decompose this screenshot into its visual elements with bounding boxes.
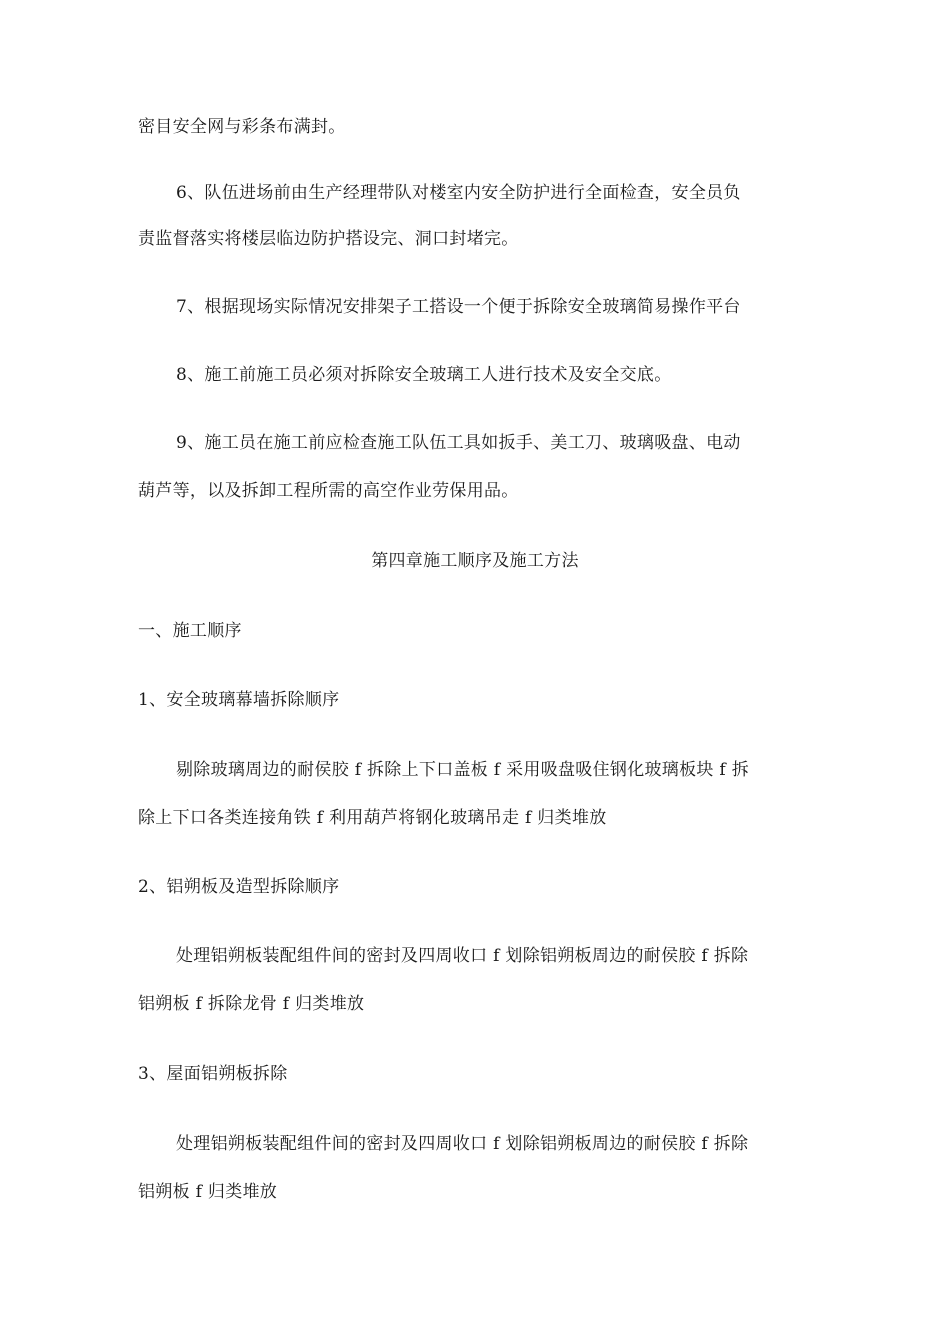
paragraph-item-8: 8、施工前施工员必须对拆除安全玻璃工人进行技术及安全交底。 (176, 365, 672, 385)
chapter-heading: 第四章施工顺序及施工方法 (371, 551, 579, 571)
subsection-heading-3: 3、屋面铝朔板拆除 (138, 1064, 288, 1084)
sequence-1-line-1: 剔除玻璃周边的耐侯胶 f 拆除上下口盖板 f 采用吸盘吸住钢化玻璃板块 f 拆 (176, 760, 749, 780)
paragraph-item-6-line-1: 6、队伍进场前由生产经理带队对楼室内安全防护进行全面检查，安全员负 (176, 183, 741, 203)
paragraph-item-6-line-2: 责监督落实将楼层临边防护搭设完、洞口封堵完。 (138, 229, 519, 249)
subsection-heading-2: 2、铝朔板及造型拆除顺序 (138, 877, 340, 897)
sequence-3-line-2: 铝朔板 f 归类堆放 (138, 1182, 278, 1202)
sequence-3-line-1: 处理铝朔板装配组件间的密封及四周收口 f 划除铝朔板周边的耐侯胶 f 拆除 (176, 1134, 749, 1154)
paragraph-item-9-line-1: 9、施工员在施工前应检查施工队伍工具如扳手、美工刀、玻璃吸盘、电动 (176, 433, 741, 453)
sequence-2-line-1: 处理铝朔板装配组件间的密封及四周收口 f 划除铝朔板周边的耐侯胶 f 拆除 (176, 946, 749, 966)
sequence-2-line-2: 铝朔板 f 拆除龙骨 f 归类堆放 (138, 994, 365, 1014)
paragraph-item-7: 7、根据现场实际情况安排架子工搭设一个便于拆除安全玻璃简易操作平台 (176, 297, 741, 317)
text-line: 密目安全网与彩条布满封。 (138, 117, 346, 137)
paragraph-item-9-line-2: 葫芦等，以及拆卸工程所需的高空作业劳保用品。 (138, 481, 519, 501)
subsection-heading-1: 1、安全玻璃幕墙拆除顺序 (138, 690, 340, 710)
section-heading: 一、施工顺序 (138, 621, 242, 641)
sequence-1-line-2: 除上下口各类连接角铁 f 利用葫芦将钢化玻璃吊走 f 归类堆放 (138, 808, 607, 828)
